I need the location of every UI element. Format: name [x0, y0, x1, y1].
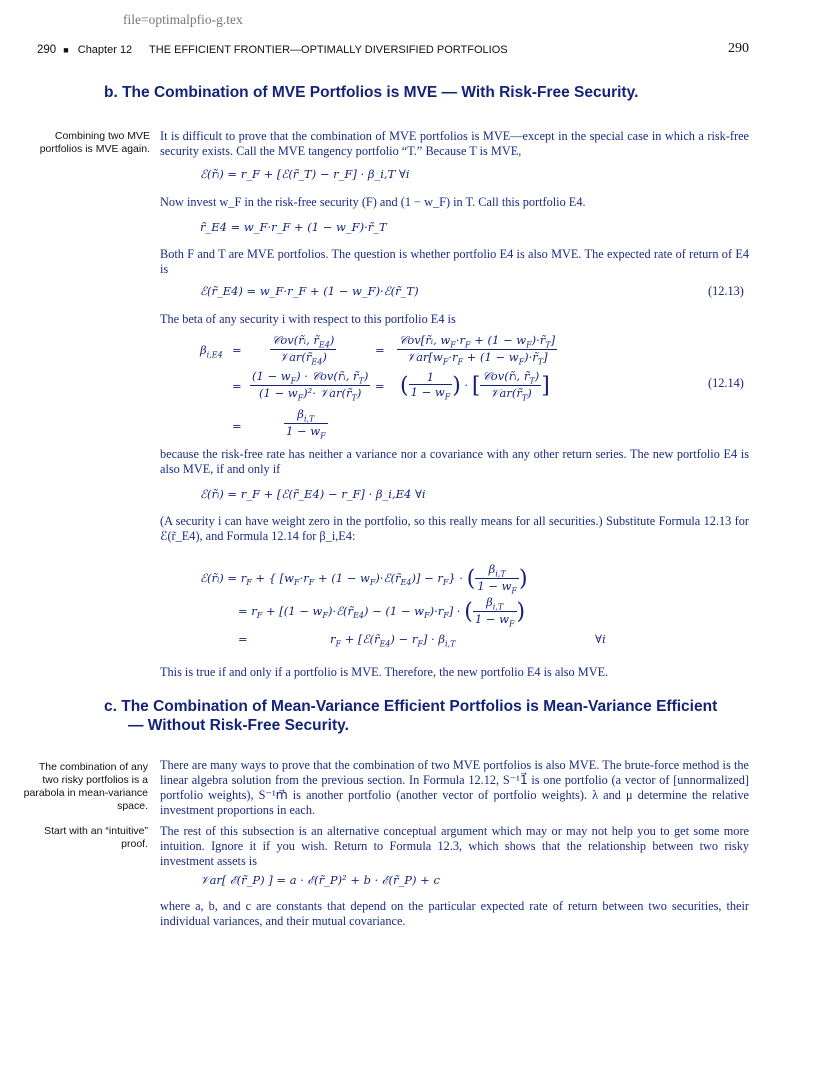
equation-e4-return: r̃_E4 = w_F·r_F + (1 − w_F)·r̃_T	[200, 220, 387, 234]
section-b-paragraph-2: Now invest w_F in the risk-free security (F) and (1 − w_F) in T. Call this portfolio E4.	[160, 195, 586, 209]
equation-12-13: ℰ(r̃_E4) = w_F·r_F + (1 − w_F)·ℰ(r̃_T)	[200, 284, 419, 298]
equation-substitution-block: ℰ(r̃ᵢ) = $r_F$ + { [$w_F\cdot r_F + (1$ − $w_F)\cdot ℰ(r̃_{E4})] - r_F$} · ( $\frac{\beta_{i,T}}{1 - w_F}$ ) = $r_F + [(1$ − $w_F)\cdot ℰ(r̃_{E4}) - (1 - w_F)\cdot r_F$] · ( $\frac{\beta_{i,T}}{1 - w_F}$ ) = $r_F$ + $[ℰ(r̃_{E4}) - r_F] \cdot \beta_{i,T}$ ∀i	[200, 562, 606, 649]
section-b-paragraph-7: This is true if and only if a portfolio is MVE. Therefore, the new portfolio E4 is also MVE.	[160, 665, 609, 679]
equation-variance-parabola: 𝒱ar[ ℰ(r̃_P) ] = a · ℰ(r̃_P)² + b · ℰ(r̃_P) + c	[200, 873, 440, 887]
section-b-paragraph-6: (A security i can have weight zero in the portfolio, so this really means for all securities.) Substitute Formula 12.13 for ℰ(r̃_E4), and Formula 12.14 for β_i,E4:	[160, 514, 749, 543]
page-number-left: 290	[37, 44, 57, 56]
square-bullet: ■	[63, 45, 69, 55]
section-b-heading: b. The Combination of MVE Portfolios is MVE — With Risk-Free Security.	[104, 84, 639, 101]
section-c-paragraph-2: The rest of this subsection is an alternative conceptual argument which may or may not help you to get some more intuition. Ignore it if you wish. Return to Formula 12.3, which shows that the relationship between two risky investment assets is	[160, 824, 749, 868]
section-b-paragraph-1: It is difficult to prove that the combination of MVE portfolios is MVE—except in the special case in which a risk-free security exists. Call the MVE tangency portfolio “T.” Because T is MVE,	[160, 129, 749, 158]
equation-security-market-line: ℰ(r̃ᵢ) = r_F + [ℰ(r̃_T) − r_F] · β_i,T ∀i	[200, 167, 410, 181]
margin-note-combining: Combining two MVE portfolios is MVE again.	[39, 130, 150, 155]
file-label: file=optimalpfio-g.tex	[123, 12, 243, 27]
running-head	[37, 41, 749, 56]
margin-note-intuitive: Start with an “intuitive” proof.	[44, 825, 148, 850]
page-number-right: 290	[728, 41, 749, 56]
section-c-paragraph-3: where a, b, and c are constants that depend on the particular expected rate of return between two securities, their individual variances, and their mutual covariance.	[160, 899, 749, 928]
section-b-paragraph-4: The beta of any security i with respect to this portfolio E4 is	[160, 312, 456, 326]
equation-number-12-14: (12.14)	[708, 376, 744, 390]
running-title: THE EFFICIENT FRONTIER—OPTIMALLY DIVERSIFIED PORTFOLIOS	[149, 44, 508, 56]
margin-note-parabola: The combination of any two risky portfolios is a parabola in mean-variance space.	[23, 761, 148, 812]
section-c-heading-line-1: c. The Combination of Mean-Variance Efficient Portfolios is Mean-Variance Efficient	[104, 698, 718, 715]
equation-e4-mve-condition: ℰ(r̃ᵢ) = r_F + [ℰ(r̃_E4) − r_F] · β_i,E4 ∀i	[200, 487, 426, 501]
chapter-label: Chapter 12	[77, 44, 133, 56]
equation-12-14-block: $\beta_{i,E4}$ = $\frac{𝒞ov(r̃ᵢ, r̃_{E4})}{𝒱ar(r̃_{E4})}$ = $\frac{𝒞ov[r̃ᵢ, w_F\cdot r_F + (1 - w_F)\cdot r̃_T]}{𝒱ar[w_F\cdot r_F + (1 - w_F)\cdot r̃_T]}$ = $\frac{(1 - w_F) \cdot 𝒞ov(r̃ᵢ, r̃_T)}{(1 - w_F)^2\cdot 𝒱ar(r̃_T)}$ = ( $\frac{1}{1 - w_F}$ ) · [ $\frac{𝒞ov(r̃ᵢ, r̃_T)}{𝒱ar(r̃_T)}$ ] = $\frac{\beta_{i,T}}{1 - w_F}$	[200, 333, 556, 441]
section-c-paragraph-1: There are many ways to prove that the combination of two MVE portfolios is also MVE. The brute-force method is the linear algebra solution from the previous section. In Formula 12.12, S⁻¹1⃗ is one portfolio (a vector of [unnormalized] portfolio weights), S⁻¹m⃗ is another portfolio (another vector of portfolio weights). λ and μ determine the relative investment proportions in each.	[160, 758, 749, 817]
section-c-heading-line-2: — Without Risk-Free Security.	[128, 717, 349, 734]
section-b-paragraph-3: Both F and T are MVE portfolios. The question is whether portfolio E4 is also MVE. The expected rate of return of E4 is	[160, 247, 749, 276]
equation-number-12-13: (12.13)	[708, 284, 744, 298]
section-b-paragraph-5: because the risk-free rate has neither a variance nor a covariance with any other return series. The new portfolio E4 is also MVE, if and only if	[160, 447, 749, 476]
